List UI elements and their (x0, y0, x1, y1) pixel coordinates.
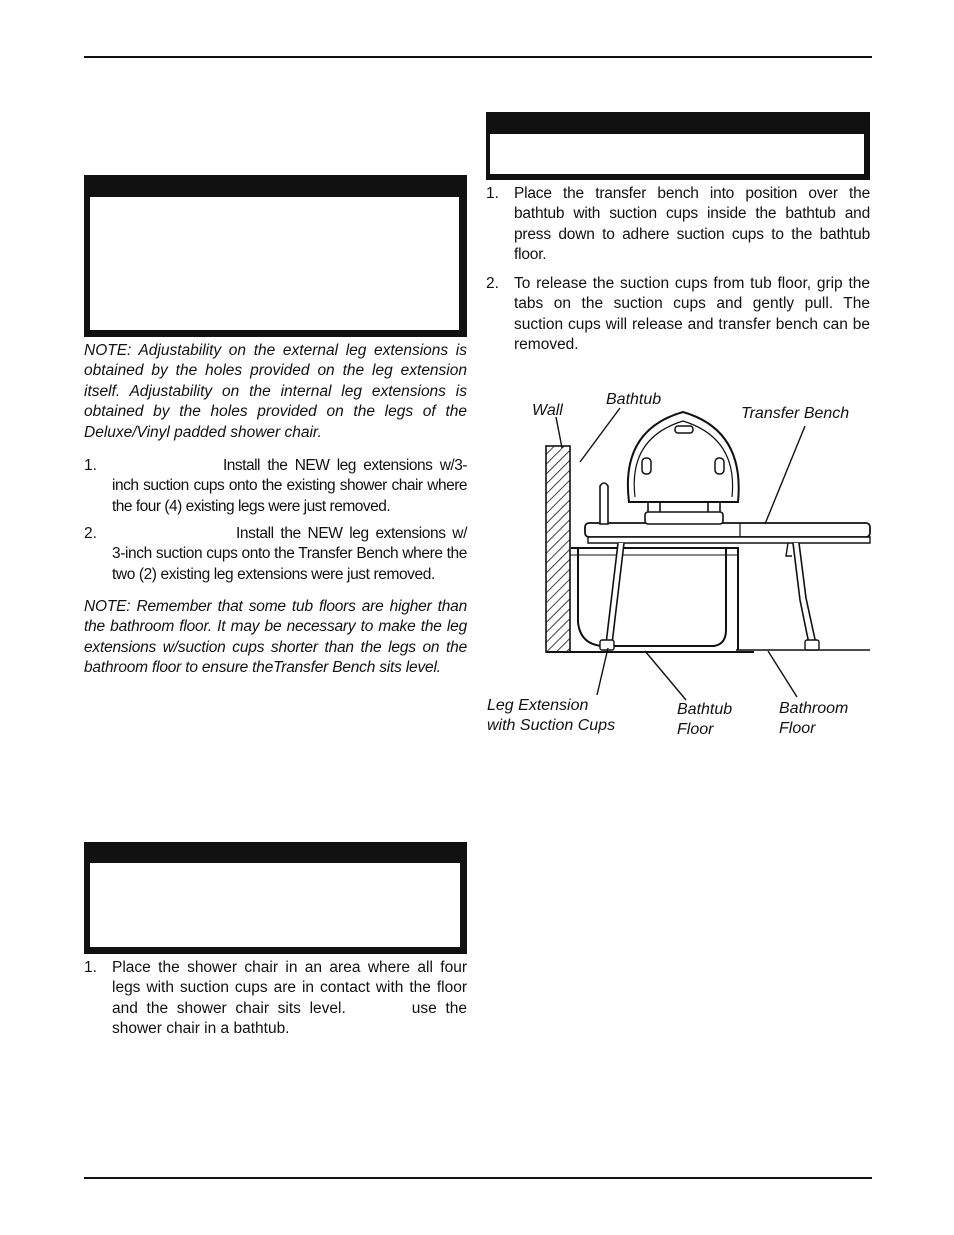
label-line: Bathroom (779, 700, 849, 717)
wall-shape (546, 446, 570, 652)
label-transfer-bench: Transfer Bench (741, 405, 850, 422)
label-line: Floor (779, 720, 816, 737)
bench-seat (585, 523, 870, 537)
list-text: Install the NEW leg extensions w/ 3-inch suction cups onto the Transfer Bench where the two (2) existing leg extensions were just removed. (112, 525, 467, 583)
list-number: 1. (84, 457, 97, 474)
bathtub-shape (571, 548, 738, 650)
inner-leg (606, 543, 624, 644)
label-bathtub-floor (677, 700, 732, 740)
outer-leg (793, 543, 816, 644)
label-line: with Suction Cups (487, 717, 616, 734)
tub-floor-note: NOTE: Remember that some tub floors are higher than the bathroom floor. It may be necessary to make the leg extensions w/suction cups shorter than the legs on the bathroom floor to ensure theTransfer Bench sits level. (84, 598, 467, 677)
list-text-part: Place the shower chair in an area where all four legs with suction cups are in contact with the floor and the shower chair sits level. (112, 959, 467, 1017)
label-bathtub: Bathtub (606, 391, 662, 408)
adjustability-note: NOTE: Adjustability on the external leg extensions is obtained by the holes provided on the leg extension itself. Adjustability on the internal leg extensions is obtained by the holes provided on the legs of the Deluxe/Vinyl padded shower chair. (84, 342, 467, 441)
list-text: Place the transfer bench into position over the bathtub with suction cups inside the bathtub and press down to adhere suction cups to the bathtub floor. (514, 185, 870, 264)
list-number: 2. (84, 525, 97, 542)
label-line: Bathtub (677, 701, 733, 718)
label-wall: Wall (532, 402, 563, 419)
label-line: Leg Extension (487, 697, 589, 714)
bench-handle (600, 483, 608, 524)
list-number: 1. (84, 959, 97, 976)
label-bathroom-floor (779, 699, 848, 739)
label-leg-extension (487, 696, 615, 736)
list-text-part: use the shower chair in a bathtub. (112, 999, 467, 1038)
list-number: 2. (486, 275, 499, 292)
list-text: Install the NEW leg extensions w/3-inch suction cups onto the existing shower chair where the four (4) existing legs were just removed. (112, 457, 467, 515)
list-text: To release the suction cups from tub floor, grip the tabs on the suction cups and gently pull. The suction cups will release and transfer bench can be removed. (514, 275, 870, 354)
label-line: Floor (677, 721, 714, 738)
list-number: 1. (486, 185, 499, 202)
